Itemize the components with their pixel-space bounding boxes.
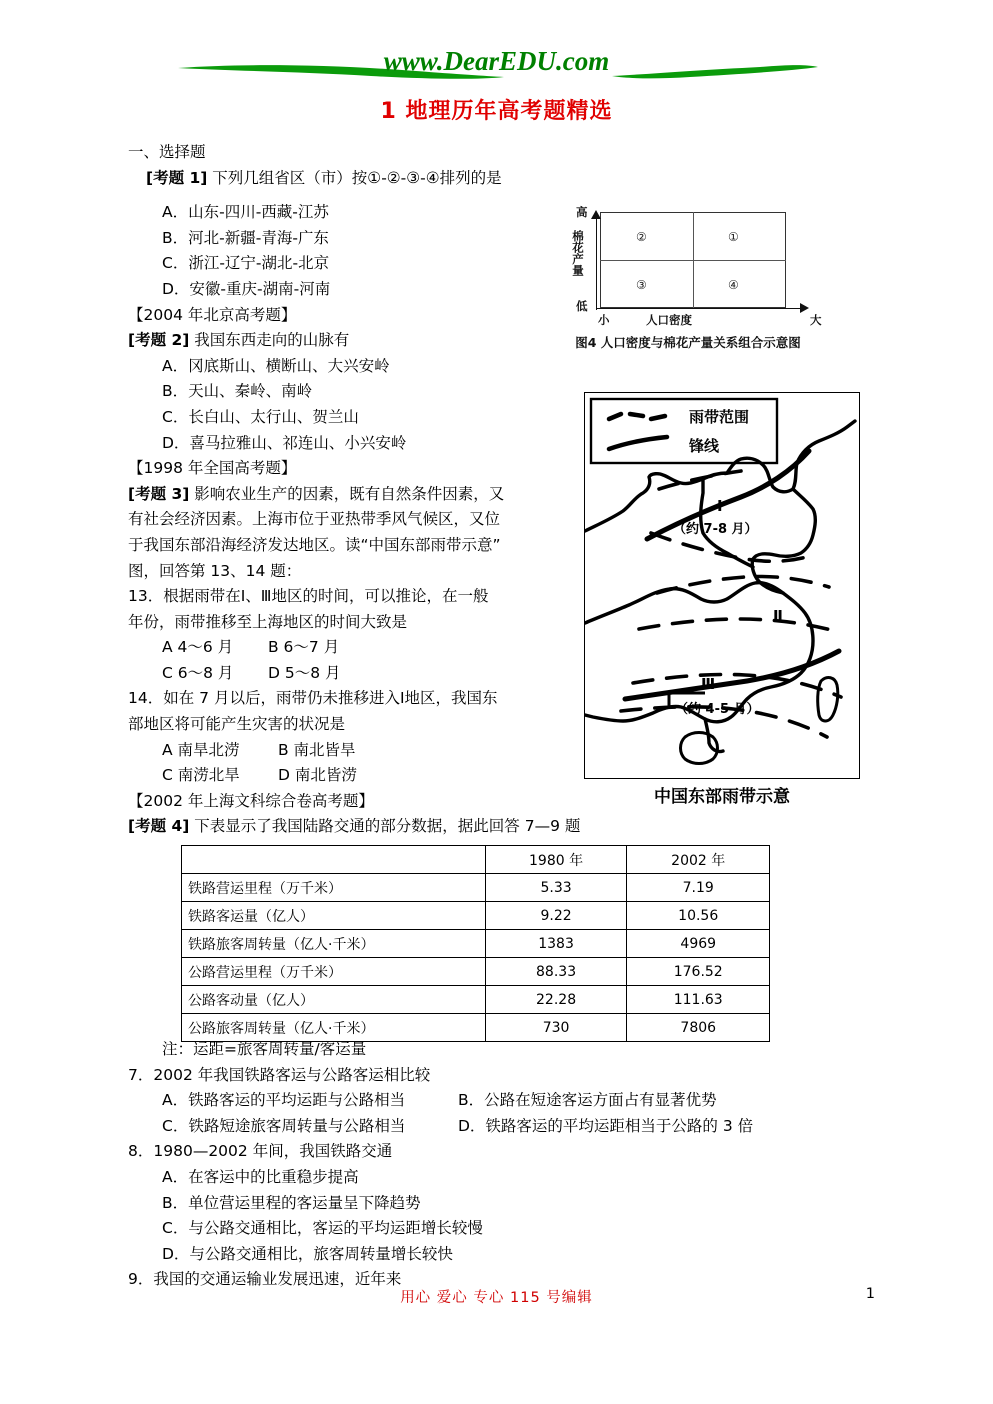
table-note: 注：运距=旅客周转量/客运量 (162, 1040, 367, 1058)
footer-page-number: 1 (865, 1286, 875, 1302)
question-4-head: [考题 4] (128, 817, 190, 836)
section-heading: 一、选择题 (128, 143, 206, 161)
table-row-2-2002: 4969 (627, 930, 770, 958)
question-13-stem-text-1: 根据雨带在Ⅰ、Ⅲ地区的时间，可以推论，在一般 (163, 587, 489, 606)
question-9-stem-text: 我国的交通运输业发展迅速，近年来 (153, 1270, 402, 1289)
table-header-row (182, 846, 770, 874)
question-1-option-b: B．河北-新疆-青海-广东 (162, 228, 329, 247)
table-row-4-label: 公路客动量（亿人） (182, 986, 486, 1014)
question-2-option-a: A．冈底斯山、横断山、大兴安岭 (162, 356, 390, 375)
question-1-stem-text: 下列几组省区（市）按①-②-③-④排列的是 (212, 168, 502, 187)
question-9-number: 9． (128, 1270, 154, 1289)
question-1-head: [考题 1] (146, 168, 208, 187)
table-row (182, 874, 770, 902)
question-13-option-d: D 5～8 月 (268, 663, 341, 682)
figure-population-cotton-diagram (536, 198, 836, 338)
figure2-region-label-1: Ⅰ (717, 497, 723, 515)
figure1-x-left-label: 小 (598, 313, 610, 327)
question-3-source: 【2002 年上海文科综合卷高考题】 (128, 791, 374, 810)
question-14-stem-text-1: 如在 7 月以后，雨带仍未推移进入Ⅰ地区，我国东 (163, 689, 498, 708)
figure1-quadrant-bottom-left: ③ (636, 278, 647, 292)
question-13-option-a: A 4～6 月 (162, 638, 234, 657)
footer-editor-note: 用心 爱心 专心 115 号编辑 (400, 1290, 593, 1306)
figure1-x-axis-label: 人口密度 (646, 313, 692, 327)
question-7-option-row-1 (128, 1088, 888, 1114)
question-13-option-b: B 6～7 月 (268, 638, 340, 657)
question-14-option-row-2 (128, 763, 580, 789)
figure2-legend-label-rainbelt: 雨带范围 (689, 408, 750, 426)
figure1-x-axis (596, 308, 804, 309)
figure-east-china-rainbelt-map (584, 392, 860, 779)
table-row-2-label: 铁路旅客周转量（亿人·千米） (182, 930, 486, 958)
question-13-option-row-2 (128, 661, 580, 687)
question-7-option-d: D．铁路客运的平均运距相当于公路的 3 倍 (458, 1116, 754, 1135)
figure1-quadrant-bottom-right: ④ (728, 278, 739, 292)
question-14-option-c: C 南涝北旱 (162, 766, 240, 785)
question-8-option-b: B．单位营运里程的客运量呈下降趋势 (162, 1193, 421, 1212)
figure1-y-axis (596, 218, 597, 310)
figure2-region-period-3: （约 4-5 月） (675, 702, 760, 717)
question-8-number: 8． (128, 1142, 154, 1161)
figure1-quadrant-top-right: ① (728, 230, 739, 244)
figure2-region-label-2: Ⅱ (773, 607, 783, 625)
question-7-stem-text: 2002 年我国铁路客运与公路客运相比较 (153, 1065, 431, 1084)
question-8-option-c: C．与公路交通相比，客运的平均运距增长较慢 (162, 1219, 483, 1238)
figure2-legend-dash-2 (630, 414, 643, 416)
question-2-stem-text: 我国东西走向的山脉有 (194, 331, 350, 350)
table-row (182, 930, 770, 958)
table-header-1980: 1980 年 (485, 846, 627, 874)
figure2-region-period-1: （约 7-8 月） (673, 522, 758, 537)
question-1-option-a: A．山东-四川-西藏-江苏 (162, 203, 329, 222)
question-13-option-row-1 (128, 635, 580, 661)
question-13-number: 13． (128, 587, 164, 606)
question-3-head: [考题 3] (128, 484, 190, 503)
question-1-option-c: C．浙江-辽宁-湖北-北京 (162, 254, 330, 273)
table-header-2002: 2002 年 (627, 846, 770, 874)
question-2-option-b: B．天山、秦岭、南岭 (162, 382, 313, 401)
question-14-option-a: A 南旱北涝 (162, 740, 240, 759)
figure1-x-axis-arrow-icon (800, 303, 809, 313)
figure2-map-svg (585, 393, 858, 777)
table-row-5-2002: 7806 (627, 1014, 770, 1042)
table-row-3-2002: 176.52 (627, 958, 770, 986)
question-3-stem-line-2: 有社会经济因素。上海市位于亚热带季风气候区，又位 (128, 510, 501, 529)
figure1-y-axis-label: 棉花产量 (571, 230, 585, 276)
question-1-option-d: D．安徽-重庆-湖南-河南 (162, 279, 331, 298)
question-13-stem-line-1 (128, 584, 580, 610)
question-8-stem-text: 1980—2002 年间，我国铁路交通 (153, 1142, 393, 1161)
figure2-legend-box (591, 399, 777, 463)
question-4-stem (128, 814, 828, 840)
main-text-column (128, 140, 580, 840)
question-8-stem (128, 1139, 888, 1165)
figure2-taiwan-island (818, 678, 838, 721)
figure1-caption: 图4 人口密度与棉花产量关系组合示意图 (575, 335, 801, 350)
table-row-5-1980: 730 (485, 1014, 627, 1042)
question-4-stem-text: 下表显示了我国陆路交通的部分数据，据此回答 7—9 题 (194, 817, 581, 836)
question-7-option-c: C．铁路短途旅客周转量与公路相当 (162, 1116, 406, 1135)
question-7-option-b: B．公路在短途客运方面占有显著优势 (458, 1091, 717, 1110)
figure1-y-bottom-label: 低 (576, 299, 588, 313)
table-header-blank (182, 846, 486, 874)
table-row-0-1980: 5.33 (485, 874, 627, 902)
site-banner (0, 44, 993, 90)
table-row-1-1980: 9.22 (485, 902, 627, 930)
figure2-legend-dash-3 (651, 416, 665, 419)
figure1-horizontal-divider (600, 260, 786, 261)
question-2-option-d: D．喜马拉雅山、祁连山、小兴安岭 (162, 433, 407, 452)
table-row-3-label: 公路营运里程（万千米） (182, 958, 486, 986)
question-2-head: [考题 2] (128, 331, 190, 350)
question-1-source: 【2004 年北京高考题】 (128, 305, 297, 324)
table-row-4-2002: 111.63 (627, 986, 770, 1014)
table-row-0-label: 铁路营运里程（万千米） (182, 874, 486, 902)
question-3-stem-line-4: 图，回答第 13、14 题： (128, 561, 302, 580)
figure1-y-top-label: 高 (576, 205, 588, 219)
question-7-stem (128, 1063, 888, 1089)
transport-data-table (181, 845, 770, 1042)
page-title: 1 地理历年高考题精选 (380, 99, 613, 124)
question-7-option-row-2 (128, 1114, 888, 1140)
table-row (182, 958, 770, 986)
table-row-2-1980: 1383 (485, 930, 627, 958)
question-14-option-row-1 (128, 738, 580, 764)
question-13-stem-line-2: 年份，雨带推移至上海地区的时间大致是 (128, 612, 408, 631)
question-2-stem (128, 328, 580, 354)
table-row (182, 902, 770, 930)
table-row-1-2002: 10.56 (627, 902, 770, 930)
question-14-stem-line-2: 部地区将可能产生灾害的状况是 (128, 715, 346, 734)
question-7-number: 7． (128, 1065, 154, 1084)
figure1-quadrant-top-left: ② (636, 230, 647, 244)
question-7-option-a: A．铁路客运的平均运距与公路相当 (162, 1091, 406, 1110)
question-3-stem-line-1 (128, 482, 580, 508)
figure2-caption: 中国东部雨带示意 (654, 787, 790, 807)
question-14-option-d: D 南北皆涝 (278, 766, 357, 785)
figure2-region-label-3: Ⅲ (701, 675, 716, 693)
table-row (182, 986, 770, 1014)
table-row-0-2002: 7.19 (627, 874, 770, 902)
question-14-option-b: B 南北皆旱 (278, 740, 356, 759)
transport-data-table-wrapper (181, 845, 770, 1042)
question-3-stem-line-3: 于我国东部沿海经济发达地区。读“中国东部雨带示意” (128, 535, 501, 554)
lower-text-column (128, 1037, 888, 1293)
question-14-number: 14． (128, 689, 164, 708)
figure1-y-axis-arrow-icon (591, 210, 601, 219)
question-3-stem-text-1: 影响农业生产的因素，既有自然条件因素，又 (194, 484, 505, 503)
table-row-3-1980: 88.33 (485, 958, 627, 986)
table-row-5-label: 公路旅客周转量（亿人·千米） (182, 1014, 486, 1042)
figure2-legend-label-front: 锋线 (689, 437, 720, 455)
table-row-4-1980: 22.28 (485, 986, 627, 1014)
question-8-option-d: D．与公路交通相比，旅客周转量增长较快 (162, 1244, 453, 1263)
question-8-option-a: A．在客运中的比重稳步提高 (162, 1167, 359, 1186)
figure1-x-right-label: 大 (810, 313, 822, 327)
site-banner-text: www.DearEDU.com (383, 46, 610, 76)
question-1-stem (128, 166, 580, 192)
question-14-stem-line-1 (128, 686, 580, 712)
figure2-front-lines-group (625, 451, 839, 699)
table-row-1-label: 铁路客运量（亿人） (182, 902, 486, 930)
question-2-option-c: C．长白山、太行山、贺兰山 (162, 407, 359, 426)
question-2-source: 【1998 年全国高考题】 (128, 459, 297, 478)
question-13-option-c: C 6～8 月 (162, 663, 234, 682)
